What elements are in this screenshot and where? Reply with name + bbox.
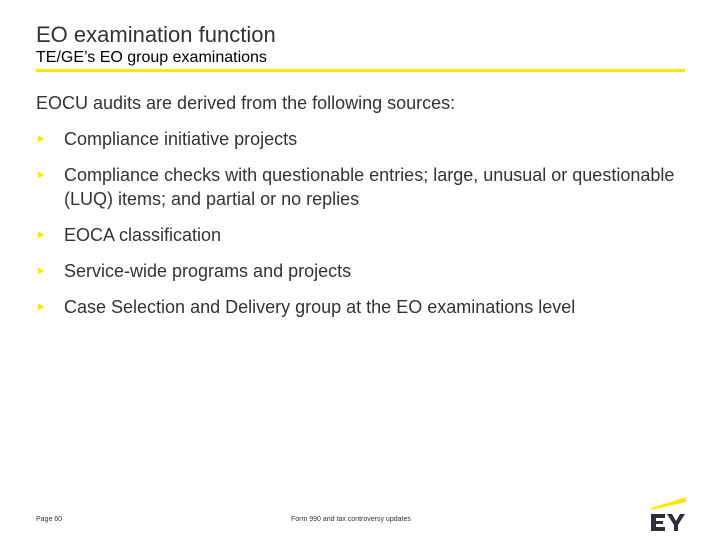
logo-beam [651, 497, 686, 510]
bullet-text: Compliance initiative projects [64, 129, 298, 149]
bullet-text: Service-wide programs and projects [64, 261, 352, 281]
slide-title: EO examination function [36, 22, 276, 47]
ey-logo-icon [648, 496, 688, 532]
bullet-text: Case Selection and Delivery group at the EO examinations level [64, 297, 576, 317]
arrow-bullet-icon: ► [36, 301, 47, 313]
arrow-bullet-icon: ► [36, 265, 47, 277]
intro-text: EOCU audits are derived from the following sources: [36, 93, 456, 113]
title-divider [36, 69, 685, 72]
logo-letter-y [667, 514, 685, 531]
bullet-text: EOCA classification [64, 225, 222, 245]
page-number: Page 60 [36, 516, 63, 523]
logo-letter-e [651, 514, 665, 531]
bullet-text: Compliance checks with questionable entries; large, unusual or questionable (LUQ) items; and partial or no replies [64, 165, 675, 209]
arrow-bullet-icon: ► [36, 229, 47, 241]
slide-subtitle: TE/GE’s EO group examinations [36, 49, 267, 66]
arrow-bullet-icon: ► [36, 133, 47, 145]
arrow-bullet-icon: ► [36, 169, 47, 181]
footer-title: Form 990 and tax controversy updates [291, 516, 411, 523]
